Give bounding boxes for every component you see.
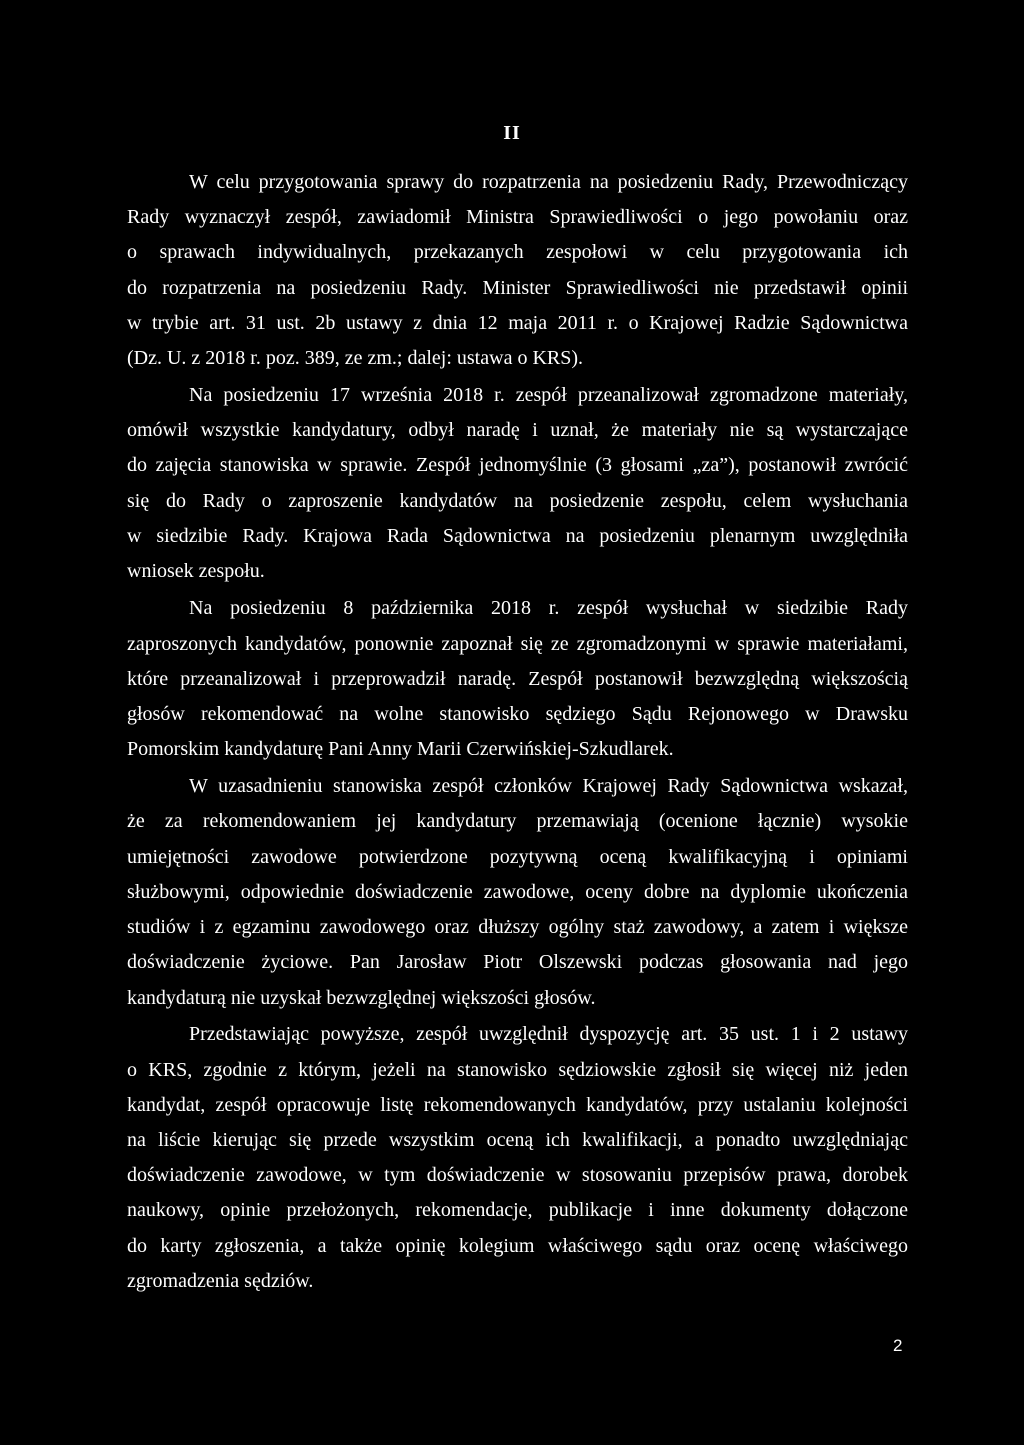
paragraph-line: umiejętności zawodowe potwierdzone pozytywną oceną kwalifikacyjną i opiniami	[127, 846, 908, 868]
paragraph-line: doświadczenie zawodowe, w tym doświadczenie w stosowaniu przepisów prawa, dorobek	[127, 1164, 908, 1186]
paragraph-line: wniosek zespołu.	[127, 560, 265, 582]
section-heading: II	[503, 122, 521, 144]
paragraph-line: Rady wyznaczył zespół, zawiadomił Ministra Sprawiedliwości o jego powołaniu oraz	[127, 206, 908, 228]
paragraph-line: (Dz. U. z 2018 r. poz. 389, ze zm.; dalej: ustawa o KRS).	[127, 347, 584, 369]
paragraph-line: do karty zgłoszenia, a także opinię kolegium właściwego sądu oraz ocenę właściwego	[127, 1235, 908, 1257]
paragraph-line: o KRS, zgodnie z którym, jeżeli na stanowisko sędziowskie zgłosił się więcej niż jeden	[127, 1059, 908, 1081]
paragraph-line: studiów i z egzaminu zawodowego oraz dłuższy ogólny staż zawodowy, a zatem i większe	[127, 916, 908, 938]
paragraph-line: kandydaturą nie uzyskał bezwzględnej większości głosów.	[127, 987, 596, 1009]
paragraph-line: W celu przygotowania sprawy do rozpatrzenia na posiedzeniu Rady, Przewodniczący	[189, 171, 908, 193]
paragraph-line: do rozpatrzenia na posiedzeniu Rady. Minister Sprawiedliwości nie przedstawił opinii	[127, 277, 908, 299]
paragraph-line: Pomorskim kandydaturę Pani Anny Marii Czerwińskiej-Szkudlarek.	[127, 738, 674, 760]
paragraph-line: głosów rekomendować na wolne stanowisko sędziego Sądu Rejonowego w Drawsku	[127, 703, 908, 725]
page-number: 2	[893, 1336, 903, 1355]
paragraph-line: które przeanalizował i przeprowadził naradę. Zespół postanowił bezwzględną większością	[127, 668, 908, 690]
paragraph-line: kandydat, zespół opracowuje listę rekomendowanych kandydatów, przy ustalaniu kolejności	[127, 1094, 908, 1116]
paragraph-line: w trybie art. 31 ust. 2b ustawy z dnia 12 maja 2011 r. o Krajowej Radzie Sądownictwa	[127, 312, 908, 334]
paragraph-line: omówił wszystkie kandydatury, odbył naradę i uznał, że materiały nie są wystarczające	[127, 419, 908, 441]
paragraph-line: służbowymi, odpowiednie doświadczenie zawodowe, oceny dobre na dyplomie ukończenia	[127, 881, 908, 903]
paragraph-line: zgromadzenia sędziów.	[127, 1270, 314, 1292]
paragraph-line: zaproszonych kandydatów, ponownie zapoznał się ze zgromadzonymi w sprawie materiałami,	[127, 633, 908, 655]
paragraph-line: do zajęcia stanowiska w sprawie. Zespół jednomyślnie (3 głosami „za”), postanowił zwrócić	[127, 454, 908, 476]
paragraph-line: Na posiedzeniu 17 września 2018 r. zespół przeanalizował zgromadzone materiały,	[189, 384, 908, 406]
paragraph-line: naukowy, opinie przełożonych, rekomendacje, publikacje i inne dokumenty dołączone	[127, 1199, 908, 1221]
paragraph-line: Na posiedzeniu 8 października 2018 r. zespół wysłuchał w siedzibie Rady	[189, 597, 908, 619]
paragraph-line: Przedstawiając powyższe, zespół uwzględnił dyspozycję art. 35 ust. 1 i 2 ustawy	[189, 1023, 908, 1045]
paragraph-line: w siedzibie Rady. Krajowa Rada Sądownictwa na posiedzeniu plenarnym uwzględniła	[127, 525, 908, 547]
paragraph-line: W uzasadnieniu stanowiska zespół członków Krajowej Rady Sądownictwa wskazał,	[189, 775, 908, 797]
paragraph-line: że za rekomendowaniem jej kandydatury przemawiają (ocenione łącznie) wysokie	[127, 810, 908, 832]
paragraph-line: doświadczenie życiowe. Pan Jarosław Piotr Olszewski podczas głosowania nad jego	[127, 951, 908, 973]
paragraph-line: na liście kierując się przede wszystkim oceną ich kwalifikacji, a ponadto uwzględniając	[127, 1129, 908, 1151]
paragraph-line: o sprawach indywidualnych, przekazanych zespołowi w celu przygotowania ich	[127, 241, 908, 263]
paragraph-line: się do Rady o zaproszenie kandydatów na posiedzenie zespołu, celem wysłuchania	[127, 490, 908, 512]
